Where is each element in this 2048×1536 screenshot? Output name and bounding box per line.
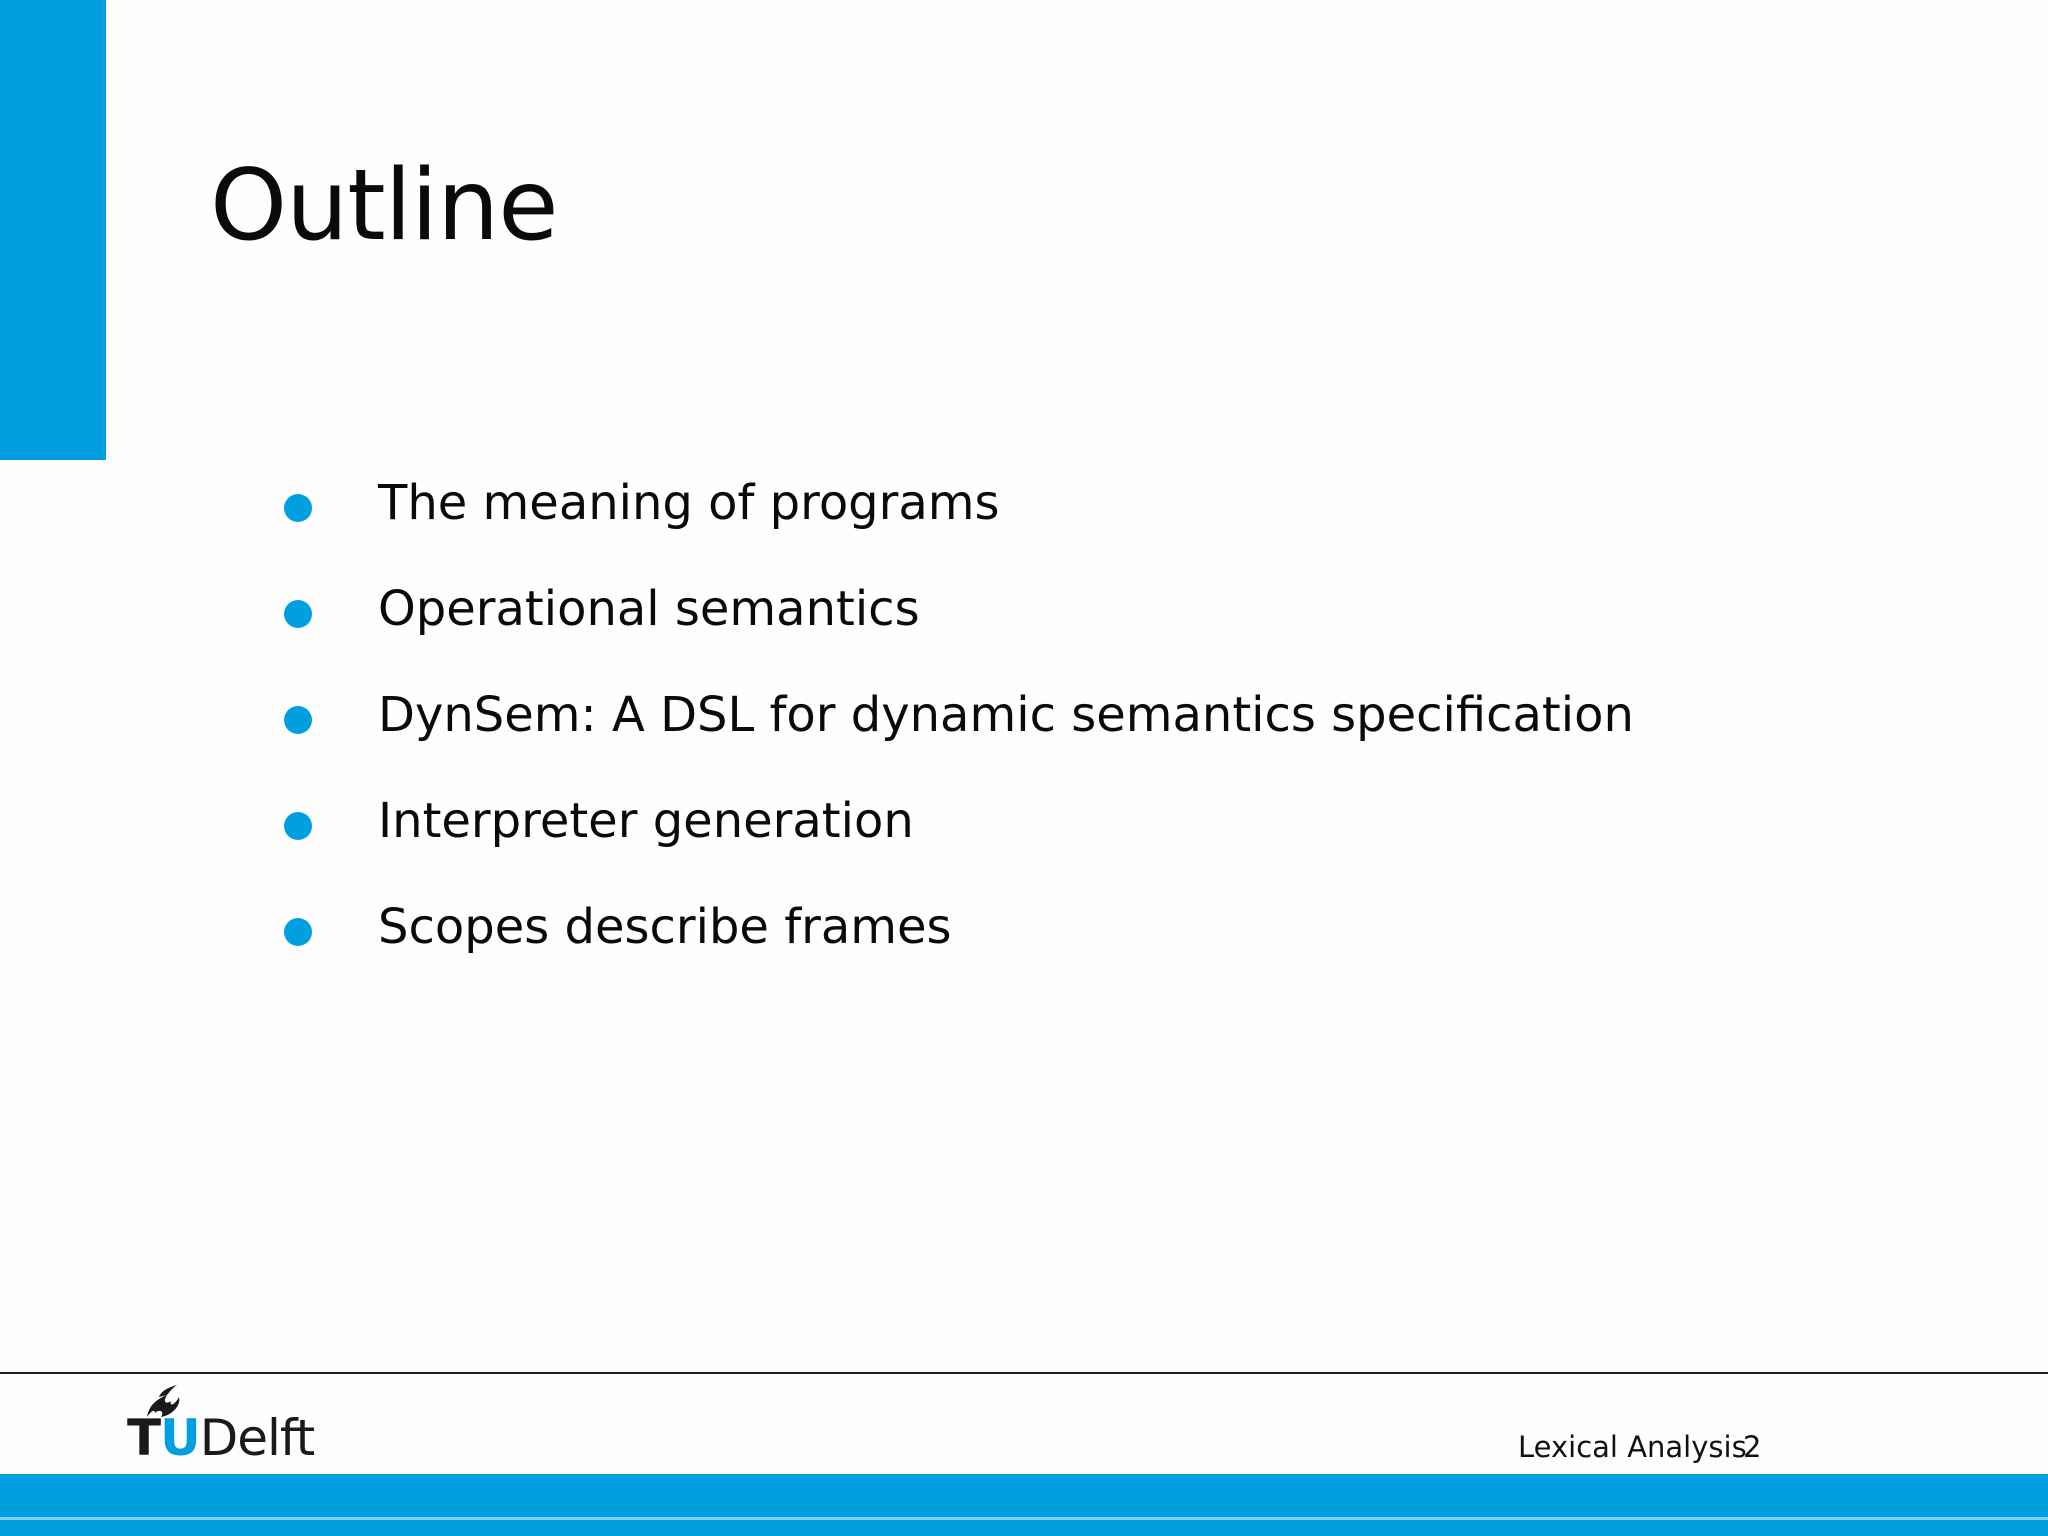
- bullet-text: Interpreter generation: [378, 793, 914, 849]
- bullet-icon: [284, 918, 312, 946]
- bullet-icon: [284, 600, 312, 628]
- bullet-text: DynSem: A DSL for dynamic semantics specification: [378, 687, 1634, 743]
- bullet-text: Scopes describe frames: [378, 899, 952, 955]
- list-item: [284, 768, 1634, 874]
- list-item: [284, 450, 1634, 556]
- page-number: 2: [1743, 1430, 1762, 1464]
- bullet-icon: [284, 812, 312, 840]
- footer-subject: Lexical Analysis: [1518, 1430, 1747, 1464]
- logo-letter-u: U: [160, 1409, 200, 1467]
- bullet-icon: [284, 706, 312, 734]
- bullet-list: [284, 450, 1634, 980]
- list-item: [284, 662, 1634, 768]
- accent-block: [0, 0, 106, 460]
- bottom-bar: [0, 1474, 2048, 1536]
- bullet-text: The meaning of programs: [378, 475, 1000, 531]
- bottom-bar-line: [0, 1517, 2048, 1520]
- slide-title: Outline: [210, 149, 558, 263]
- list-item: [284, 556, 1634, 662]
- bullet-icon: [284, 494, 312, 522]
- bullet-text: Operational semantics: [378, 581, 920, 637]
- logo-wordmark: [127, 1409, 315, 1467]
- logo-text-delft: Delft: [199, 1409, 315, 1467]
- list-item: [284, 874, 1634, 980]
- tudelft-logo: [127, 1383, 327, 1465]
- footer-divider: [0, 1372, 2048, 1374]
- logo-letter-t: T: [127, 1409, 161, 1467]
